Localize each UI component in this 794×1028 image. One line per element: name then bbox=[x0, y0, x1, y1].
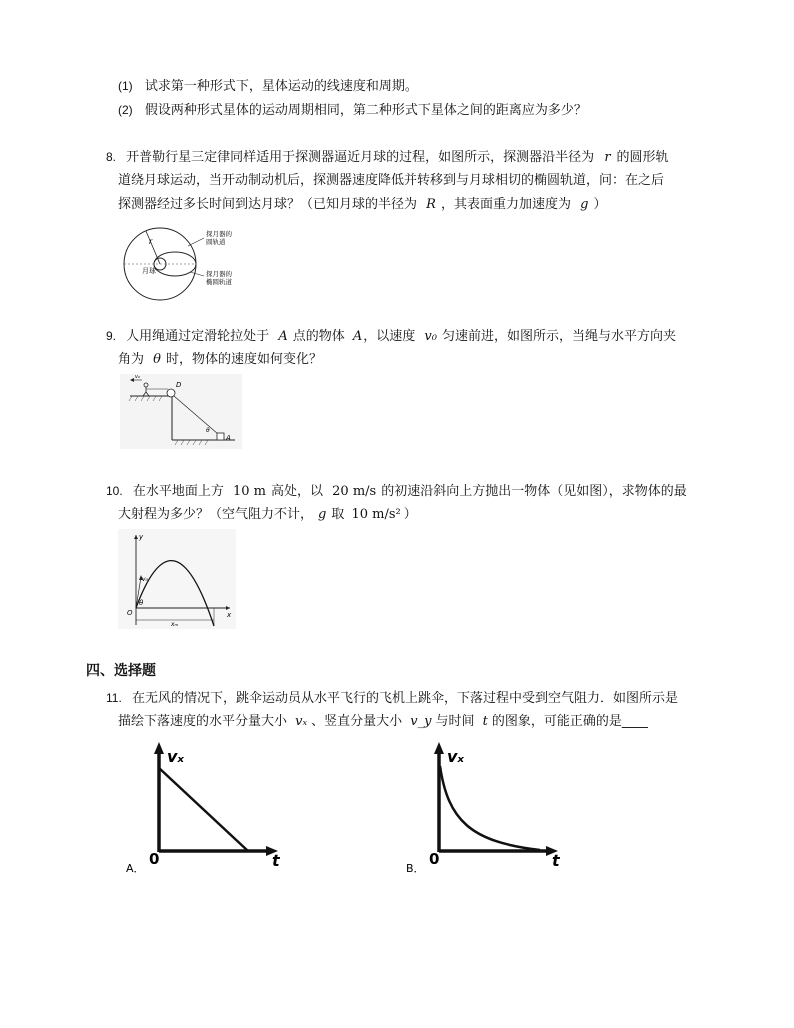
q10-text: 大射程为多少？（空气阻力不计， bbox=[118, 507, 314, 522]
graph-a-line bbox=[159, 768, 248, 851]
q11-line2 bbox=[118, 712, 648, 732]
q10-line2 bbox=[118, 505, 417, 525]
q11-text: 、竖直分量大小 bbox=[311, 714, 403, 729]
q7-sub2-text: 假设两种形式星体的运动周期相同，第二种形式下星体之间的距离应为多少？ bbox=[144, 103, 587, 118]
q8-line2: 道绕月球运动，当开动制动机后，探测器速度降低并转移到与月球相切的椭圆轨道，问：在之后 bbox=[118, 173, 665, 188]
q11-var-t: t bbox=[482, 714, 488, 729]
q8-number: 8. bbox=[106, 150, 117, 164]
graph-a bbox=[120, 740, 300, 880]
q8-text: ） bbox=[593, 197, 607, 212]
pulley bbox=[167, 389, 175, 397]
section-title: 四、选择题 bbox=[86, 663, 156, 679]
q8-text: 探测器经过多长时间到达月球？（已知月球的半径为 bbox=[118, 197, 418, 212]
q9-text: 匀速前进，如图所示，当绳与水平方向夹 bbox=[441, 329, 676, 344]
leader-line bbox=[190, 272, 204, 276]
q8-text: 的圆形轨 bbox=[616, 150, 669, 165]
graph-b bbox=[400, 740, 580, 880]
graph-a-ylabel: vₓ bbox=[167, 747, 185, 766]
q8-var-r: r bbox=[604, 150, 611, 165]
block-A bbox=[217, 433, 224, 440]
q9-var-v0: v₀ bbox=[424, 329, 437, 344]
graph-a-xlabel: t bbox=[272, 851, 280, 870]
q10-speed: 20 m/s bbox=[332, 484, 377, 499]
q7-sub1-number: (1) bbox=[118, 79, 133, 93]
x-label: x bbox=[227, 611, 232, 619]
q9-line1 bbox=[106, 326, 676, 347]
q10-line1 bbox=[106, 481, 687, 502]
y-label: y bbox=[139, 533, 144, 541]
q9-text: 时，物体的速度如何变化？ bbox=[165, 352, 322, 367]
q10-var-g: g bbox=[318, 507, 327, 522]
q9-pulley-figure bbox=[120, 374, 242, 449]
q9-var-A: A bbox=[352, 329, 363, 344]
q8-line3 bbox=[118, 195, 606, 215]
graph-b-y-arrowhead bbox=[434, 742, 444, 754]
graph-a-origin: 0 bbox=[149, 850, 160, 868]
theta-label: θ bbox=[206, 427, 210, 434]
q10-projectile-figure bbox=[118, 529, 236, 629]
graph-a-y-arrowhead bbox=[154, 742, 164, 754]
q9-var-theta: θ bbox=[153, 352, 161, 367]
circular-orbit-label: 探月器的 bbox=[206, 230, 232, 238]
q11-line1 bbox=[106, 688, 678, 709]
q9-number: 9. bbox=[106, 329, 117, 343]
radius-label: r bbox=[149, 237, 153, 246]
q10-text: 在水平地面上方 bbox=[132, 484, 224, 499]
range-label: xₘ bbox=[171, 621, 179, 628]
q10-height: 10 m bbox=[232, 484, 266, 499]
graph-b-ylabel: vₓ bbox=[447, 747, 465, 766]
q11-text: 与时间 bbox=[435, 714, 475, 729]
elliptical-orbit-label: 椭圆轨道 bbox=[206, 278, 232, 286]
q8-orbit-figure bbox=[118, 224, 243, 304]
q11-text: 的图象，可能正确的是____ bbox=[491, 714, 648, 729]
q9-text: ，以速度 bbox=[363, 329, 416, 344]
q8-var-g: g bbox=[580, 197, 589, 212]
q8-line1 bbox=[106, 147, 669, 168]
q9-text: 人用绳通过定滑轮拉处于 bbox=[126, 329, 270, 344]
theta-label: θ bbox=[139, 599, 144, 607]
origin-label: O bbox=[127, 609, 133, 617]
q10-number: 10. bbox=[106, 484, 123, 498]
q9-text: 角为 bbox=[118, 352, 145, 367]
q10-g-value: 10 m/s² bbox=[351, 507, 401, 522]
pulley-label: D bbox=[176, 381, 182, 389]
v0-label: v₀ bbox=[135, 374, 140, 380]
leader-line bbox=[188, 238, 204, 246]
q11-text: 描绘下落速度的水平分量大小 bbox=[118, 714, 288, 729]
q10-text: ） bbox=[403, 507, 417, 522]
q11-var-vy: v_y bbox=[410, 714, 432, 729]
block-label: A bbox=[226, 434, 231, 442]
graph-b-curve bbox=[440, 766, 540, 850]
q7-sub2-number: (2) bbox=[118, 103, 133, 117]
moon-label: 月球 bbox=[142, 267, 156, 275]
radius-line bbox=[146, 231, 160, 264]
q7-sub1-text: 试求第一种形式下，星体运动的线速度和周期。 bbox=[144, 79, 418, 94]
q10-text: 的初速沿斜向上方抛出一物体（见如图），求物体的最 bbox=[381, 484, 687, 499]
graph-b-origin: 0 bbox=[429, 850, 440, 868]
q8-var-R: R bbox=[426, 197, 436, 212]
q7-sub1 bbox=[118, 76, 418, 97]
q8-text: 开普勒行星三定律同样适用于探测器逼近月球的过程，如图所示，探测器沿半径为 bbox=[126, 150, 595, 165]
graph-b-xlabel: t bbox=[552, 851, 560, 870]
graph-b-option-label: B． bbox=[406, 862, 425, 875]
q9-var-A: A bbox=[278, 329, 288, 344]
q7-sub2 bbox=[118, 100, 587, 121]
q10-text: 取 bbox=[331, 507, 345, 522]
q10-text: 高处，以 bbox=[271, 484, 324, 499]
q11-var-vx: vₓ bbox=[295, 714, 308, 729]
graph-a-option-label: A． bbox=[126, 862, 145, 875]
q9-text: 点的物体 bbox=[292, 329, 345, 344]
elliptical-orbit-label: 探月器的 bbox=[206, 270, 232, 278]
q11-number: 11. bbox=[106, 691, 122, 705]
circular-orbit-label: 圆轨道 bbox=[206, 238, 226, 246]
v0-label: v₀ bbox=[142, 576, 148, 583]
q9-line2 bbox=[118, 350, 322, 370]
q11-text: 在无风的情况下，跳伞运动员从水平飞行的飞机上跳伞，下落过程中受到空气阻力．如图所示是 bbox=[131, 691, 678, 706]
q8-text: ，其表面重力加速度为 bbox=[440, 197, 571, 212]
